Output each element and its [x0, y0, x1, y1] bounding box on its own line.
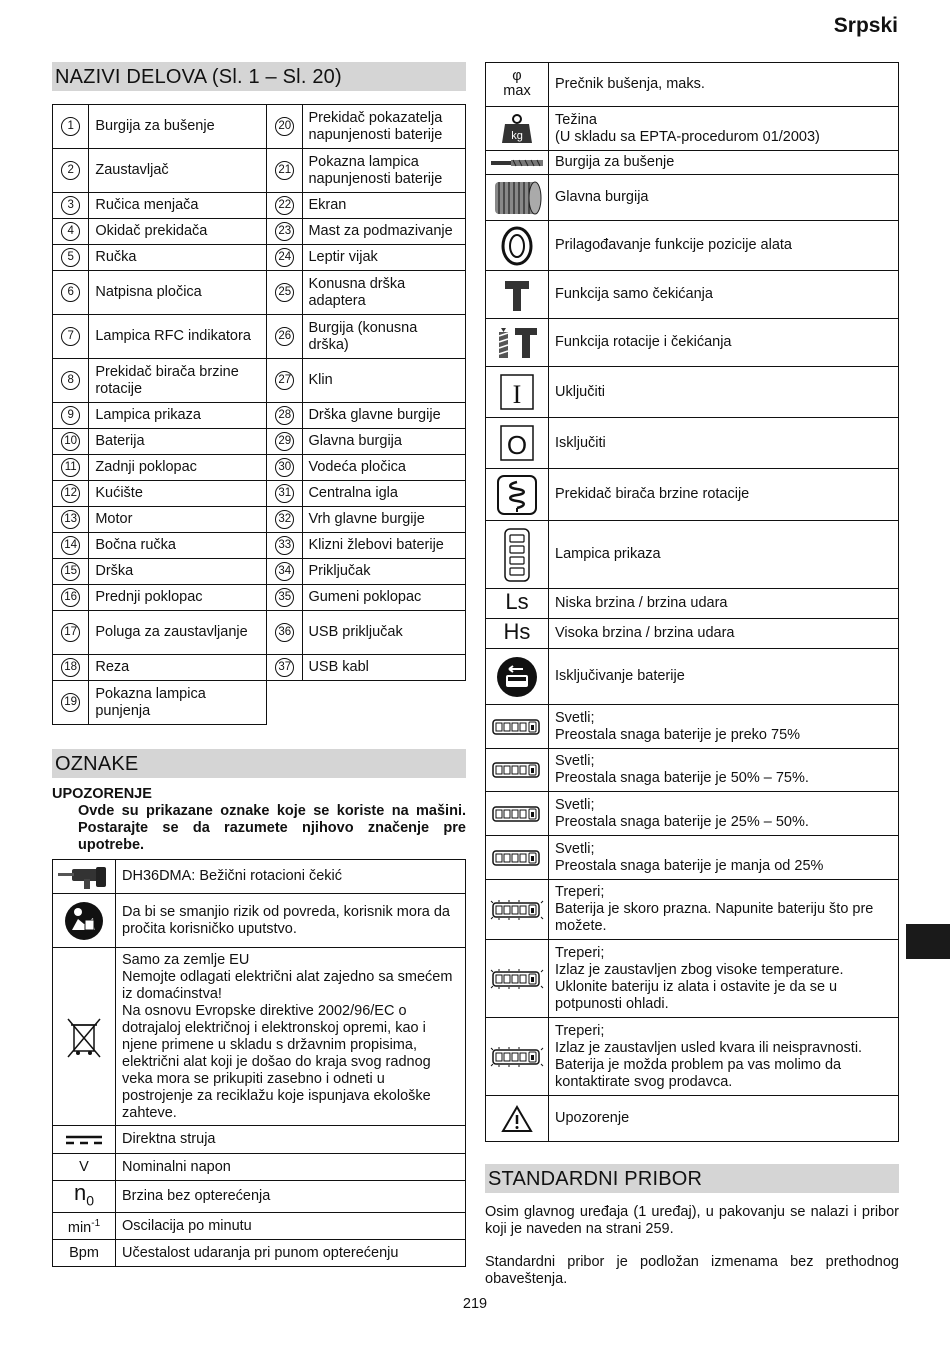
part-number: 19	[61, 693, 80, 712]
symbol-row	[486, 107, 899, 151]
symbol-description: Visoka brzina / brzina udara	[549, 619, 899, 649]
part-label: Konusna drška adaptera	[303, 271, 466, 315]
symbol-cell	[53, 894, 116, 948]
part-number-cell	[267, 481, 303, 507]
parts-row	[53, 481, 466, 507]
part-number-cell	[53, 105, 89, 149]
part-number: 21	[275, 161, 294, 180]
symbol-description: Isključivanje baterije	[549, 649, 899, 705]
indicator-lamp-icon	[503, 527, 531, 583]
part-label: Prekidač pokazatelja napunjenosti baterije	[303, 105, 466, 149]
right-symbols-table	[485, 62, 899, 1142]
parts-row	[53, 455, 466, 481]
parts-table	[52, 104, 466, 725]
symbol-description: Isključiti	[549, 418, 899, 469]
part-number-cell	[267, 655, 303, 681]
accessories-paragraph-1: Osim glavnog uređaja (1 uređaj), u pakovanju se nalazi i pribor koji je naveden na strani 259.	[485, 1204, 899, 1237]
part-label: Baterija	[89, 429, 267, 455]
symbol-text: $n_0$	[73, 1179, 95, 1209]
symbol-row	[486, 418, 899, 469]
parts-row	[53, 219, 466, 245]
part-number-cell	[53, 271, 89, 315]
warning-text: Ovde su prikazane oznake koje se koriste na mašini. Postarajte se da razumete njihovo značenje pre upotrebe.	[78, 803, 466, 853]
symbol-cell	[486, 151, 549, 175]
part-number-cell	[53, 149, 89, 193]
symbol-row	[486, 705, 899, 749]
part-number: 36	[275, 623, 294, 642]
symbol-description: Treperi; Izlaz je zaustavljen zbog visoke temperature. Uklonite bateriju iz alata i ostavite je da se u potpunosti ohladi.	[549, 940, 899, 1018]
part-label: Gumeni poklopac	[303, 585, 466, 611]
symbol-description: Brzina bez opterećenja	[116, 1181, 466, 1213]
symbol-description: Funkcija rotacije i čekićanja	[549, 319, 899, 367]
symbol-cell	[53, 1240, 116, 1267]
part-number-cell	[53, 559, 89, 585]
symbol-description: Svetli; Preostala snaga baterije je manja od 25%	[549, 836, 899, 880]
part-number-cell	[53, 193, 89, 219]
part-number-cell	[267, 219, 303, 245]
symbol-cell	[486, 367, 549, 418]
symbol-text: Bpm	[69, 1244, 99, 1261]
part-number: 17	[61, 623, 80, 642]
part-number-cell	[53, 611, 89, 655]
symbol-row	[486, 940, 899, 1018]
part-number: 20	[275, 117, 294, 136]
part-label: Prekidač birača brzine rotacije	[89, 359, 267, 403]
part-number-cell	[267, 245, 303, 271]
part-number: 4	[61, 222, 80, 241]
part-label: Mast za podmazivanje	[303, 219, 466, 245]
switch-off-icon	[499, 424, 535, 462]
tool-position-icon	[500, 226, 534, 266]
speed-selector-icon	[496, 474, 538, 516]
symbol-description: Prečnik bušenja, maks.	[549, 63, 899, 107]
part-number: 14	[61, 536, 80, 555]
rotation-hammer-icon	[493, 324, 541, 362]
symbol-description: Težina (U skladu sa EPTA-procedurom 01/2003)	[549, 107, 899, 151]
part-number-cell	[53, 219, 89, 245]
switch-on-icon	[499, 373, 535, 411]
part-number-cell	[267, 315, 303, 359]
part-number: 13	[61, 510, 80, 529]
battery-3-icon	[489, 759, 545, 781]
symbol-description: Da bi se smanjio rizik od povreda, korisnik mora da pročita korisničko uputstvo.	[116, 894, 466, 948]
symbol-description: Svetli; Preostala snaga baterije je 50% – 75%.	[549, 749, 899, 792]
part-label: Motor	[89, 507, 267, 533]
symbol-row	[486, 521, 899, 589]
symbol-text: Hs	[503, 619, 531, 644]
part-number-cell	[267, 429, 303, 455]
part-label: Prednji poklopac	[89, 585, 267, 611]
part-label: Drška	[89, 559, 267, 585]
part-number-cell	[53, 315, 89, 359]
parts-row	[53, 105, 466, 149]
parts-row	[53, 585, 466, 611]
symbol-description: Učestalost udaranja pri punom opterećenju	[116, 1240, 466, 1267]
part-number: 9	[61, 406, 80, 425]
parts-row	[53, 403, 466, 429]
part-label: Drška glavne burgije	[303, 403, 466, 429]
part-number: 30	[275, 458, 294, 477]
symbol-cell	[53, 1126, 116, 1154]
part-number-cell	[267, 585, 303, 611]
drill-bit-icon	[489, 158, 545, 168]
symbol-cell	[53, 1213, 116, 1240]
part-label: Lampica RFC indikatora	[89, 315, 267, 359]
part-number-cell	[53, 403, 89, 429]
accessories-section-title: STANDARDNI PRIBOR	[485, 1164, 899, 1193]
symbol-cell	[486, 521, 549, 589]
part-label: Glavna burgija	[303, 429, 466, 455]
part-label: Bočna ručka	[89, 533, 267, 559]
part-number: 24	[275, 248, 294, 267]
symbol-row	[53, 1126, 466, 1154]
hammer-only-icon	[502, 277, 532, 313]
part-number: 10	[61, 432, 80, 451]
section-tab-marker	[906, 924, 950, 959]
symbol-cell	[486, 418, 549, 469]
parts-row	[53, 611, 466, 655]
part-label: Ekran	[303, 193, 466, 219]
symbol-cell	[486, 705, 549, 749]
part-number-cell	[53, 507, 89, 533]
symbol-cell	[53, 860, 116, 894]
parts-row	[53, 359, 466, 403]
symbol-description: Svetli; Preostala snaga baterije je 25% – 50%.	[549, 792, 899, 836]
parts-row	[53, 315, 466, 359]
part-number-cell	[267, 271, 303, 315]
part-number: 28	[275, 406, 294, 425]
symbol-description: Niska brzina / brzina udara	[549, 589, 899, 619]
symbol-row	[486, 836, 899, 880]
symbol-row	[53, 1181, 466, 1213]
part-label: Ručica menjača	[89, 193, 267, 219]
part-number: 11	[61, 458, 80, 477]
battery-4-icon	[489, 716, 545, 738]
part-number: 35	[275, 588, 294, 607]
symbol-row	[53, 860, 466, 894]
part-number: 18	[61, 658, 80, 677]
part-number-cell	[267, 149, 303, 193]
symbol-cell	[486, 836, 549, 880]
symbol-cell	[486, 63, 549, 107]
symbol-row	[486, 649, 899, 705]
oznake-section-title: OZNAKE	[52, 749, 466, 778]
symbol-row	[486, 151, 899, 175]
part-number: 12	[61, 484, 80, 503]
symbol-row	[486, 319, 899, 367]
part-number-cell	[53, 585, 89, 611]
symbol-description: Funkcija samo čekićanja	[549, 271, 899, 319]
symbol-row	[486, 367, 899, 418]
empty-cell	[267, 681, 466, 725]
battery-blink-1-icon	[489, 899, 545, 921]
part-number-cell	[53, 429, 89, 455]
symbol-cell	[53, 1154, 116, 1181]
part-number: 8	[61, 371, 80, 390]
battery-2-icon	[489, 803, 545, 825]
part-number: 37	[275, 658, 294, 677]
parts-row	[53, 559, 466, 585]
read-manual-icon	[63, 900, 105, 942]
symbol-row	[486, 749, 899, 792]
parts-row	[53, 149, 466, 193]
part-label: Klizni žlebovi baterije	[303, 533, 466, 559]
weight-kg-icon	[500, 112, 534, 146]
symbol-description: Nominalni napon	[116, 1154, 466, 1181]
symbol-description: Direktna struja	[116, 1126, 466, 1154]
crossed-bin-icon	[64, 1015, 104, 1059]
part-label: Pokazna lampica napunjenosti baterije	[303, 149, 466, 193]
parts-row	[53, 429, 466, 455]
parts-row	[53, 681, 466, 725]
part-label: Vodeća pločica	[303, 455, 466, 481]
symbol-description: Oscilacija po minutu	[116, 1213, 466, 1240]
symbol-row	[486, 619, 899, 649]
part-number-cell	[53, 533, 89, 559]
battery-release-icon	[495, 655, 539, 699]
part-label: Natpisna pločica	[89, 271, 267, 315]
language-label: Srpski	[833, 14, 898, 37]
part-label: Lampica prikaza	[89, 403, 267, 429]
part-number-cell	[53, 359, 89, 403]
symbol-cell	[486, 221, 549, 271]
part-number: 27	[275, 371, 294, 390]
symbol-row	[486, 221, 899, 271]
part-label: Poluga za zaustavljanje	[89, 611, 267, 655]
svg-text:O: O	[506, 430, 528, 460]
part-number-cell	[53, 455, 89, 481]
part-number-cell	[53, 245, 89, 271]
part-label: Pokazna lampica punjenja	[89, 681, 267, 725]
part-number-cell	[267, 403, 303, 429]
symbol-cell	[486, 749, 549, 792]
part-number: 7	[61, 327, 80, 346]
symbol-row	[53, 1213, 466, 1240]
symbol-cell	[486, 649, 549, 705]
part-label: Ručka	[89, 245, 267, 271]
part-label: Zadnji poklopac	[89, 455, 267, 481]
symbol-cell	[53, 1181, 116, 1213]
symbol-row	[486, 271, 899, 319]
svg-text:I: I	[512, 380, 522, 409]
part-number-cell	[267, 533, 303, 559]
part-label: Zaustavljač	[89, 149, 267, 193]
part-number-cell	[53, 481, 89, 507]
battery-blink-temp-icon	[489, 968, 545, 990]
symbol-row	[53, 1154, 466, 1181]
symbol-description: Svetli; Preostala snaga baterije je preko 75%	[549, 705, 899, 749]
symbol-description: Treperi; Baterija je skoro prazna. Napunite bateriju što pre možete.	[549, 880, 899, 940]
symbol-description: Treperi; Izlaz je zaustavljen usled kvara ili neispravnosti. Baterija je možda problem pa vas molimo da kontaktirate svog prodavca.	[549, 1018, 899, 1096]
symbol-cell	[486, 271, 549, 319]
parts-row	[53, 245, 466, 271]
left-symbols-table	[52, 859, 466, 1267]
part-number: 25	[275, 283, 294, 302]
battery-blink-fault-icon	[489, 1046, 545, 1068]
symbol-row	[486, 175, 899, 221]
warning-block	[52, 786, 466, 854]
part-label: Vrh glavne burgije	[303, 507, 466, 533]
symbol-row	[53, 894, 466, 948]
parts-row	[53, 655, 466, 681]
symbol-row	[486, 1096, 899, 1142]
part-label: Burgija (konusna drška)	[303, 315, 466, 359]
symbol-cell	[486, 1018, 549, 1096]
part-label: Okidač prekidača	[89, 219, 267, 245]
symbol-row	[486, 1018, 899, 1096]
part-label: Klin	[303, 359, 466, 403]
symbol-cell	[486, 1096, 549, 1142]
part-number-cell	[267, 611, 303, 655]
part-number: 29	[275, 432, 294, 451]
symbol-description: Upozorenje	[549, 1096, 899, 1142]
parts-row	[53, 533, 466, 559]
parts-row	[53, 271, 466, 315]
part-number-cell	[267, 105, 303, 149]
warning-heading: UPOZORENJE	[52, 786, 152, 802]
warning-icon	[501, 1104, 533, 1134]
part-number-cell	[267, 455, 303, 481]
part-number: 6	[61, 283, 80, 302]
part-label: Reza	[89, 655, 267, 681]
symbol-text: $\min^{-1}$	[67, 1218, 101, 1236]
part-number: 34	[275, 562, 294, 581]
symbol-row	[53, 1240, 466, 1267]
symbol-row	[53, 948, 466, 1126]
direct-current-icon	[63, 1132, 105, 1148]
core-bit-icon	[491, 178, 543, 218]
symbol-cell	[486, 175, 549, 221]
parts-row	[53, 507, 466, 533]
part-number-cell	[267, 559, 303, 585]
part-number: 22	[275, 196, 294, 215]
part-number-cell	[267, 193, 303, 219]
symbol-row	[486, 589, 899, 619]
part-number-cell	[53, 655, 89, 681]
symbol-text: φ max	[503, 68, 531, 99]
part-label: Kućište	[89, 481, 267, 507]
part-label: Leptir vijak	[303, 245, 466, 271]
part-number-cell	[53, 681, 89, 725]
parts-row	[53, 193, 466, 219]
part-number: 32	[275, 510, 294, 529]
part-number-cell	[267, 507, 303, 533]
part-number: 3	[61, 196, 80, 215]
symbol-cell	[486, 940, 549, 1018]
part-number: 31	[275, 484, 294, 503]
symbol-description: Prekidač birača brzine rotacije	[549, 469, 899, 521]
rotary-hammer-icon	[56, 863, 112, 891]
symbol-cell	[486, 880, 549, 940]
symbol-row	[486, 880, 899, 940]
part-number: 16	[61, 588, 80, 607]
symbol-cell	[486, 792, 549, 836]
symbol-cell	[486, 619, 549, 649]
symbol-cell	[486, 319, 549, 367]
part-number: 5	[61, 248, 80, 267]
symbol-cell	[486, 469, 549, 521]
part-label: USB priključak	[303, 611, 466, 655]
svg-text:kg: kg	[511, 129, 523, 142]
symbol-description: Samo za zemlje EU Nemojte odlagati električni alat zajedno sa smećem iz domaćinstva! Na osnovu Evropske direktive 2002/96/EC o dotrajaloj električnoj i elektronskoj opremi, kao i njene primene u skladu s državnim propisima, električni alat koji je došao do kraja svog radnog veka mora se prikupiti zasebno i odneti u postrojenje za reciklažu koje ispunjava ekološke zahteve.	[116, 948, 466, 1126]
part-number: 15	[61, 562, 80, 581]
symbol-cell	[53, 948, 116, 1126]
symbol-description: Uključiti	[549, 367, 899, 418]
symbol-row	[486, 469, 899, 521]
symbol-description: Lampica prikaza	[549, 521, 899, 589]
part-number: 26	[275, 327, 294, 346]
symbol-row	[486, 63, 899, 107]
parts-section-title: NAZIVI DELOVA (Sl. 1 – Sl. 20)	[52, 62, 466, 91]
symbol-text: Ls	[505, 589, 529, 614]
part-number: 23	[275, 222, 294, 241]
part-label: Burgija za bušenje	[89, 105, 267, 149]
symbol-description: Burgija za bušenje	[549, 151, 899, 175]
part-label: Priključak	[303, 559, 466, 585]
battery-1-icon	[489, 847, 545, 869]
accessories-paragraph-2: Standardni pribor je podložan izmenama bez prethodnog obaveštenja.	[485, 1254, 899, 1287]
symbol-row	[486, 792, 899, 836]
part-number: 1	[61, 117, 80, 136]
page-number: 219	[462, 1296, 488, 1312]
part-label: Centralna igla	[303, 481, 466, 507]
symbol-description: Prilagođavanje funkcije pozicije alata	[549, 221, 899, 271]
part-number: 33	[275, 536, 294, 555]
symbol-cell	[486, 107, 549, 151]
part-number: 2	[61, 161, 80, 180]
symbol-cell	[486, 589, 549, 619]
part-number-cell	[267, 359, 303, 403]
part-label: USB kabl	[303, 655, 466, 681]
symbol-text: V	[79, 1158, 89, 1175]
symbol-description: DH36DMA: Bežični rotacioni čekić	[116, 860, 466, 894]
symbol-description: Glavna burgija	[549, 175, 899, 221]
